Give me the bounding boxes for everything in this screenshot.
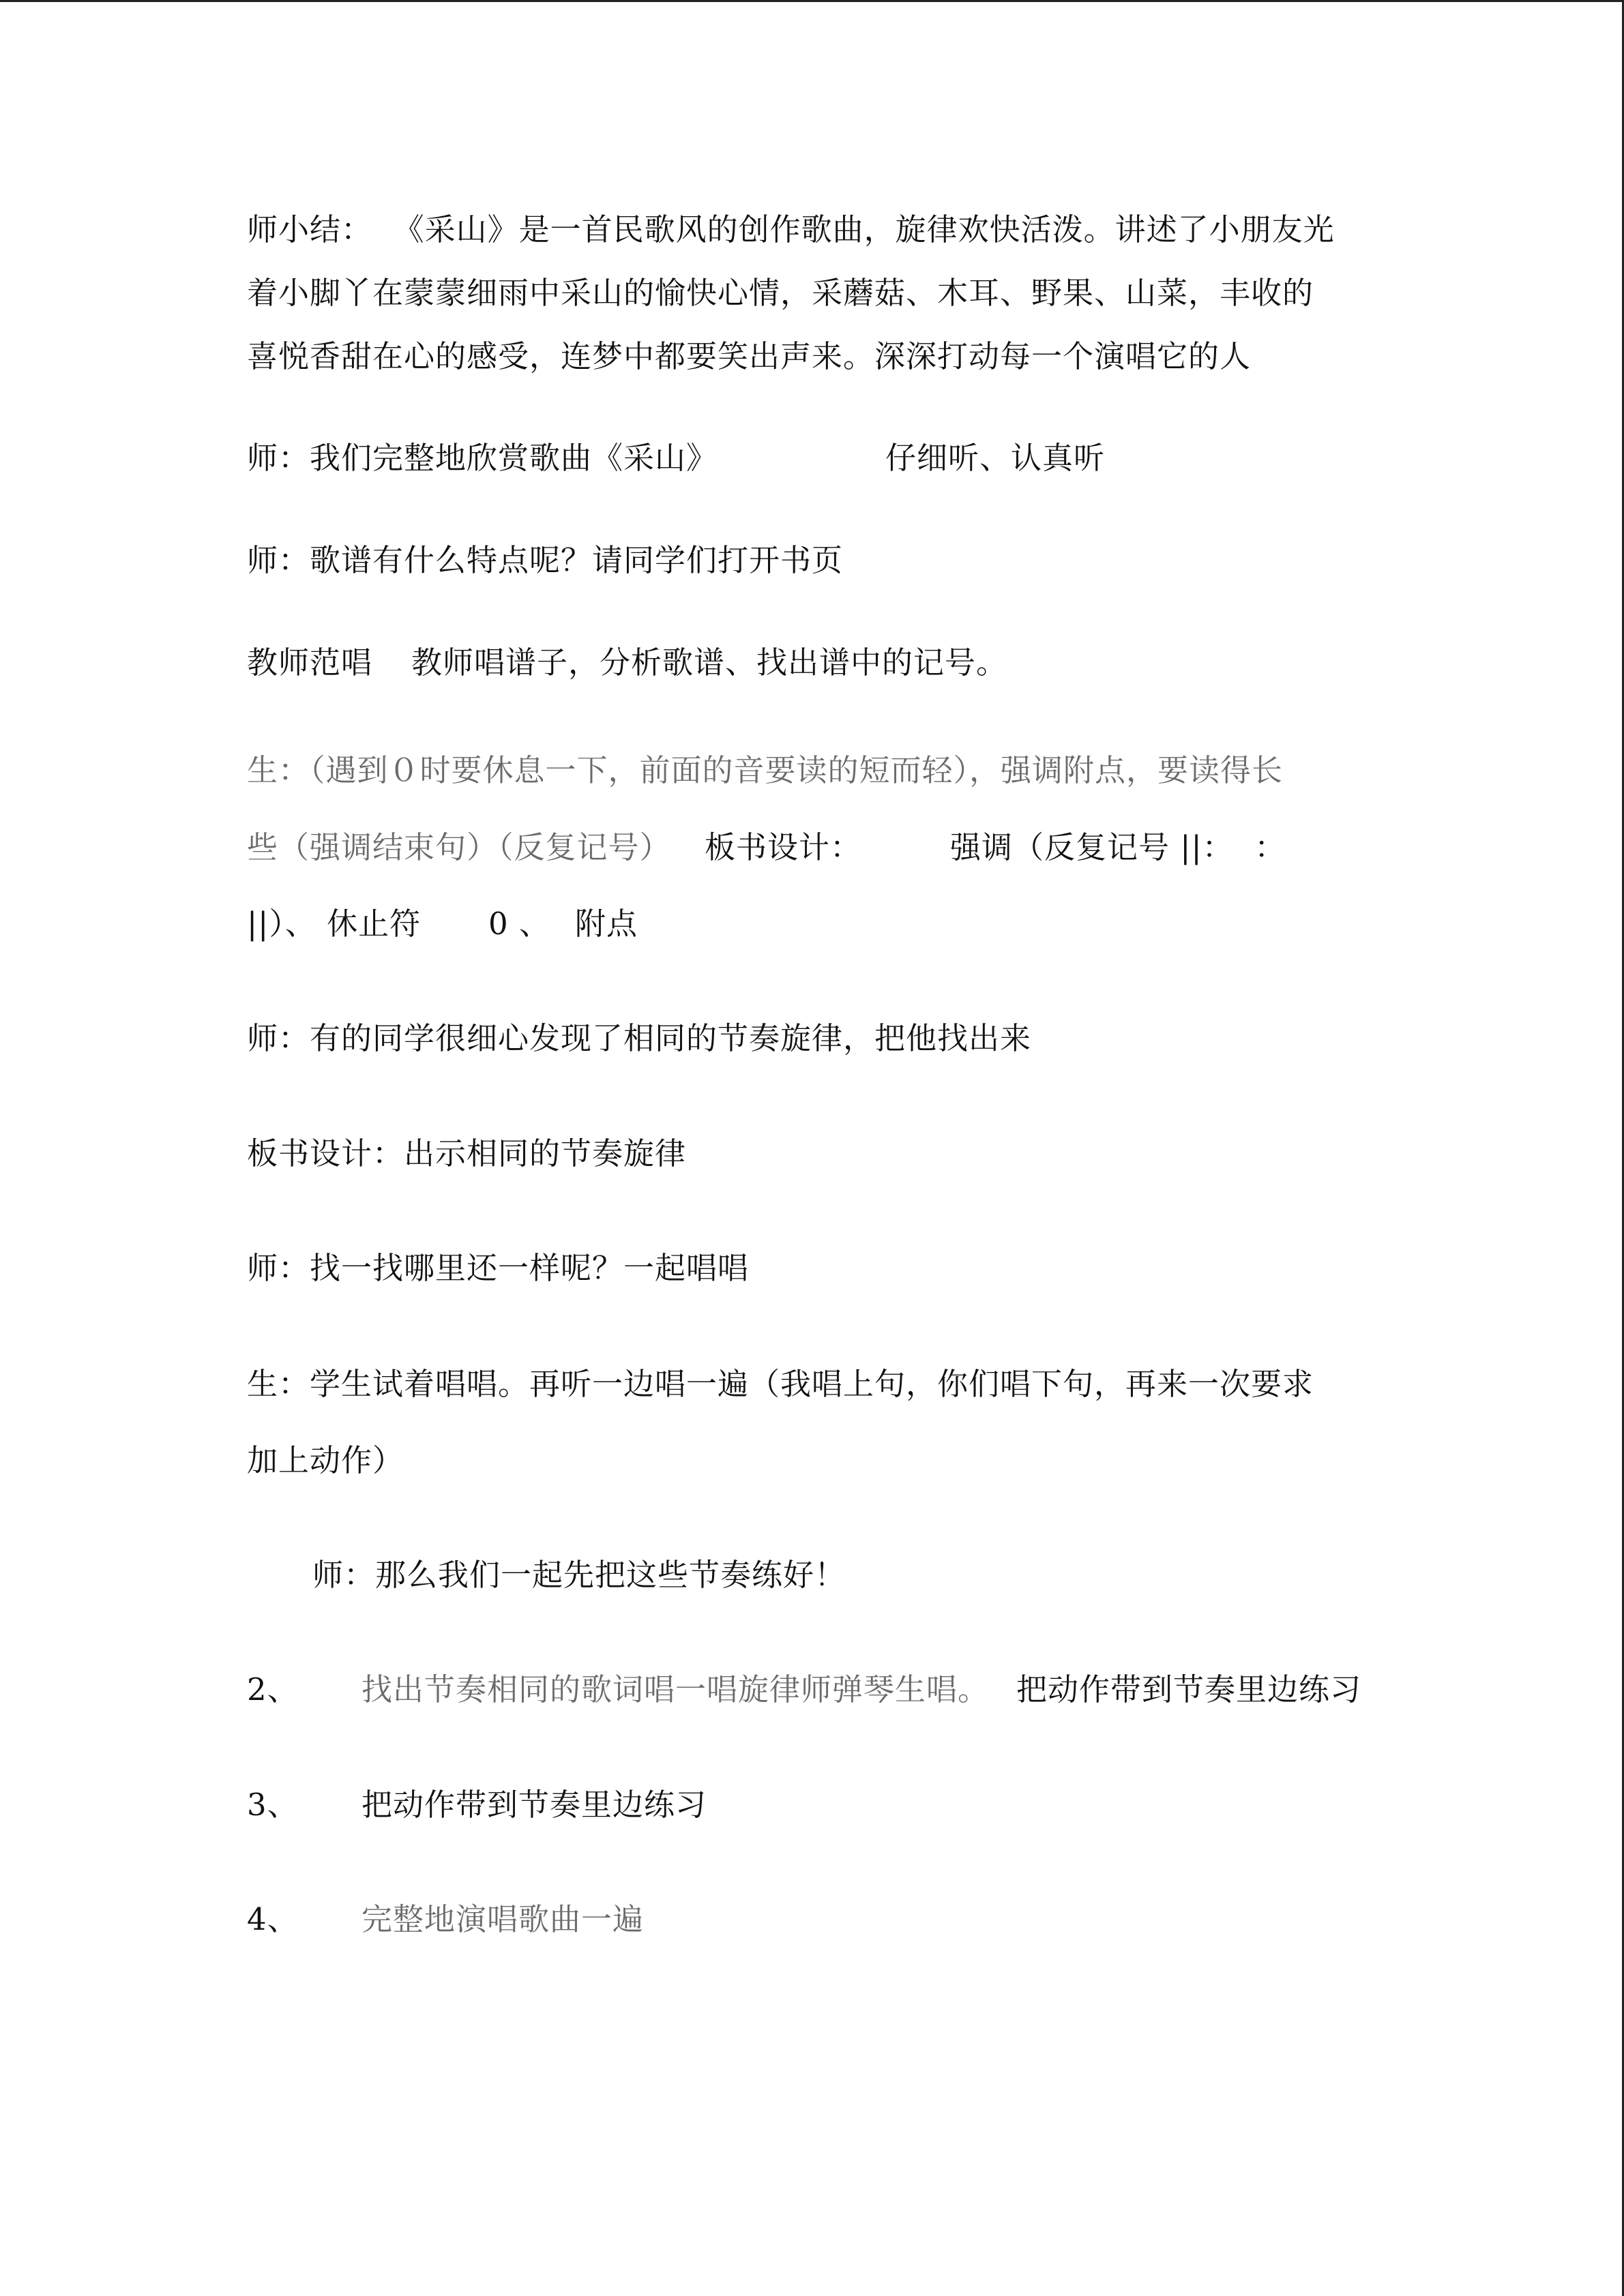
teacher-find-line: 师：找一找哪里还一样呢？一起唱唱: [247, 1250, 750, 1286]
board-design-line: 板书设计：出示相同的节奏旋律: [247, 1135, 687, 1172]
student-notes-line-2-right: 强调（反复记号 ||： ：: [950, 829, 1286, 865]
summary-line-3: 喜悦香甜在心的感受，连梦中都要笑出声来。深深打动每一个演唱它的人: [247, 338, 1252, 374]
step-3-text: 把动作带到节奏里边练习: [361, 1787, 707, 1823]
student-try-line-2: 加上动作）: [247, 1442, 404, 1478]
summary-line-2: 着小脚丫在蒙蒙细雨中采山的愉快心情，采蘑菇、木耳、野果、山菜，丰收的: [247, 275, 1314, 311]
student-notes-line-3-c: 附点: [575, 906, 638, 942]
student-try-line-1: 生：学生试着唱唱。再听一边唱一遍（我唱上句，你们唱下句，再来一次要求: [247, 1366, 1314, 1402]
teacher-score-line: 师：歌谱有什么特点呢？请同学们打开书页: [247, 542, 844, 578]
student-notes-line-3-a: ||）、 休止符: [247, 906, 422, 942]
step-4-number: 4、: [247, 1901, 299, 1937]
teacher-listen-left: 师：我们完整地欣赏歌曲《采山》: [247, 440, 718, 476]
summary-line-1: 师小结： 《采山》是一首民歌风的创作歌曲，旋律欢快活泼。讲述了小朋友光: [247, 211, 1335, 248]
teacher-demo-left: 教师范唱: [247, 644, 373, 681]
teacher-practice-line: 师：那么我们一起先把这些节奏练好！: [312, 1557, 846, 1593]
step-4-text: 完整地演唱歌曲一遍: [361, 1901, 645, 1937]
step-2-text-dark: 把动作带到节奏里边练习: [1016, 1671, 1362, 1708]
step-2-number: 2、: [247, 1671, 299, 1708]
student-notes-line-3-b: 0 、: [488, 906, 550, 942]
teacher-rhythm-line: 师：有的同学很细心发现了相同的节奏旋律，把他找出来: [247, 1020, 1032, 1056]
page-top-border: [0, 0, 1624, 2]
student-notes-line-2-light: 些（强调结束句）（反复记号）: [247, 829, 671, 865]
student-notes-line-2-dark: 板书设计：: [705, 829, 862, 865]
step-2-text-light: 找出节奏相同的歌词唱一唱旋律师弹琴生唱。: [361, 1671, 990, 1708]
teacher-listen-right: 仔细听、认真听: [885, 440, 1106, 476]
teacher-demo-right: 教师唱谱子，分析歌谱、找出谱中的记号。: [411, 644, 1008, 681]
student-notes-line-1: 生：（遇到０时要休息一下，前面的音要读的短而轻），强调附点，要读得长: [247, 752, 1284, 788]
step-3-number: 3、: [247, 1787, 299, 1823]
